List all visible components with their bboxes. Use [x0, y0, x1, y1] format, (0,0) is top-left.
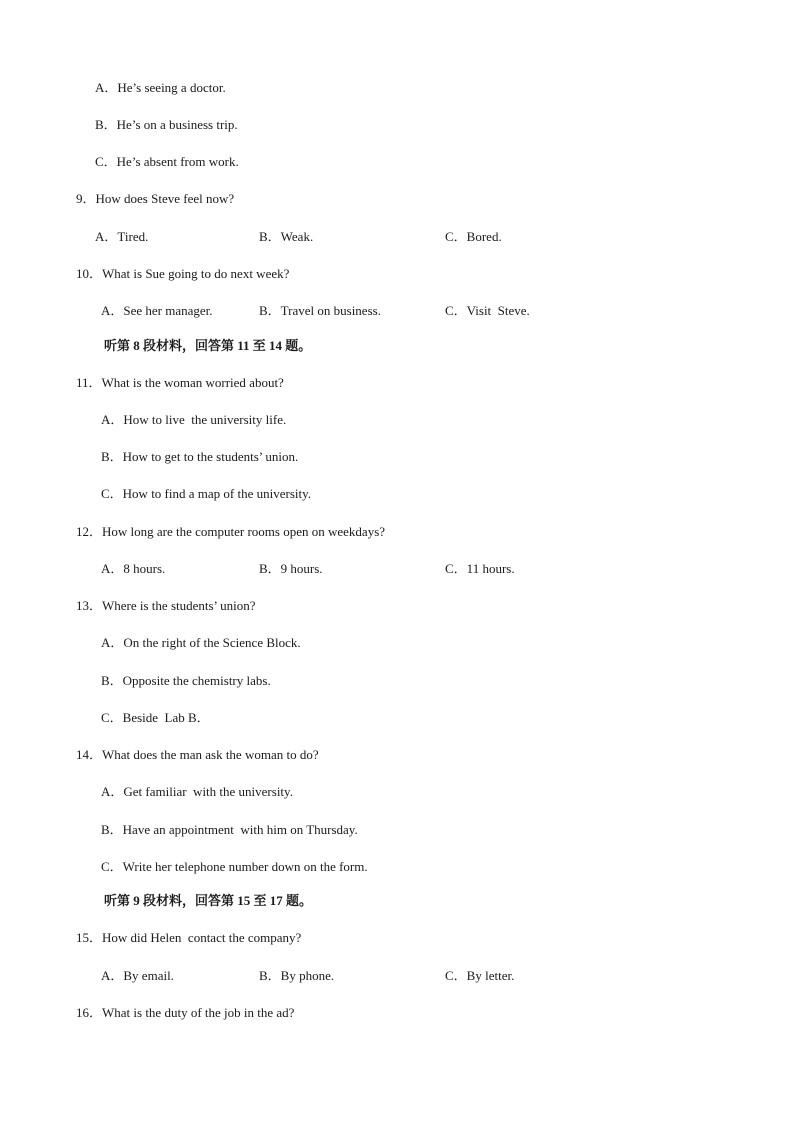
q13-option-b: B．Opposite the chemistry labs. [101, 673, 271, 688]
q12-option-c: C．11 hours. [445, 561, 515, 576]
q10-option-a: A．See her manager. [101, 303, 213, 318]
q12-option-a: A．8 hours. [101, 561, 166, 576]
q15-option-a: A．By email. [101, 968, 174, 983]
q10-option-b: B．Travel on business. [259, 303, 381, 318]
q11-option-c: C．How to find a map of the university. [101, 486, 312, 501]
q8-option-b: B．He’s on a business trip. [95, 117, 238, 132]
section-9-heading: 听第 9 段材料，回答第 15 至 17 题。 [104, 893, 313, 908]
q11-option-b: B．How to get to the students’ union. [101, 449, 299, 464]
section-8-heading: 听第 8 段材料，回答第 11 至 14 题。 [104, 338, 312, 353]
q13-question: 13．Where is the students’ union? [76, 598, 256, 613]
q12-question: 12．How long are the computer rooms open on weekdays? [76, 524, 386, 539]
q15-option-b: B．By phone. [259, 968, 335, 983]
q11-question: 11．What is the woman worried about? [76, 375, 284, 390]
q8-option-a: A．He’s seeing a doctor. [95, 80, 226, 95]
q16-question: 16．What is the duty of the job in the ad? [76, 1005, 295, 1020]
q10-question: 10．What is Sue going to do next week? [76, 266, 290, 281]
q9-option-a: A．Tired. [95, 229, 149, 244]
q14-question: 14．What does the man ask the woman to do? [76, 747, 319, 762]
q15-question: 15．How did Helen contact the company? [76, 930, 302, 945]
q9-question: 9．How does Steve feel now? [76, 191, 235, 206]
q14-option-c: C．Write her telephone number down on the form. [101, 859, 368, 874]
q14-option-a: A．Get familiar with the university. [101, 784, 293, 799]
q9-option-b: B．Weak. [259, 229, 314, 244]
q8-option-c: C．He’s absent from work. [95, 154, 239, 169]
q13-option-c: C．Beside Lab B． [101, 710, 210, 725]
q10-option-c: C．Visit Steve. [445, 303, 530, 318]
q11-option-a: A．How to live the university life. [101, 412, 287, 427]
q12-option-b: B．9 hours. [259, 561, 323, 576]
q13-option-a: A．On the right of the Science Block. [101, 635, 301, 650]
q15-option-c: C．By letter. [445, 968, 515, 983]
q9-option-c: C．Bored. [445, 229, 502, 244]
q14-option-b: B．Have an appointment with him on Thursday. [101, 822, 358, 837]
